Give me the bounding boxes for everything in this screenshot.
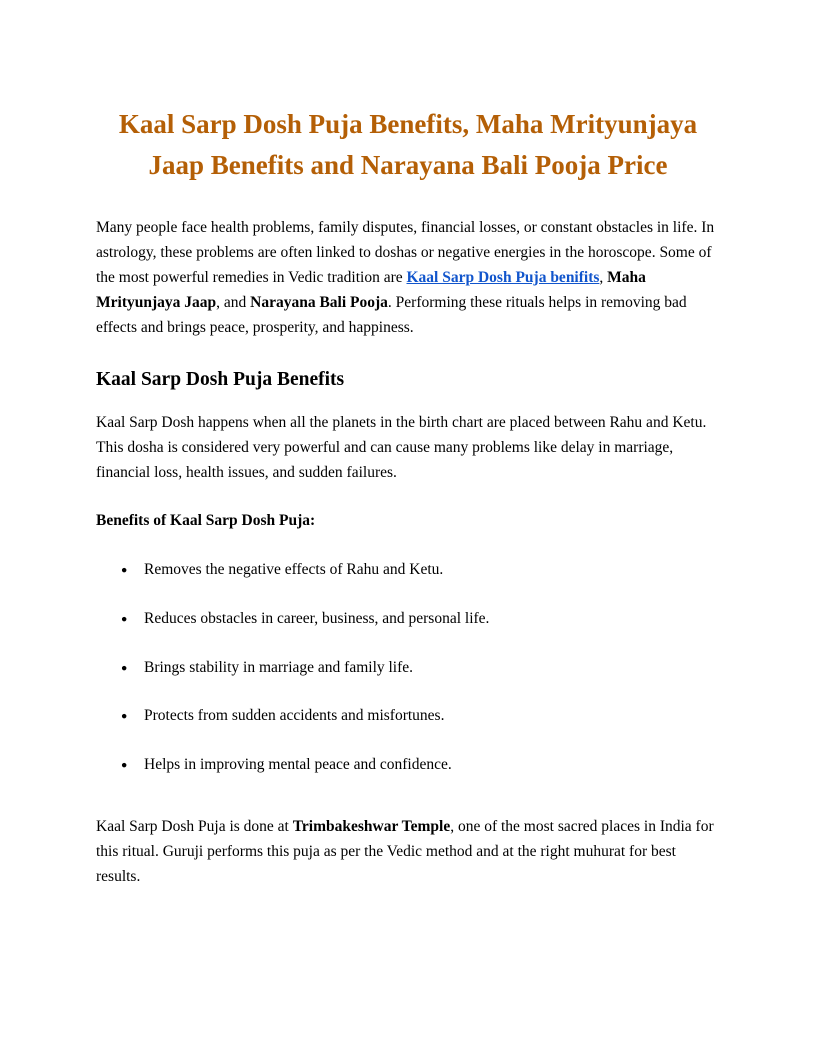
closing-text-2: , one of the most sacred places in India for this ritual. Guruji performs this puja as per the Vedic method and at the right muhurat for best results. xyxy=(96,818,714,886)
intro-bold-narayana-bali: Narayana Bali Pooja xyxy=(250,294,388,312)
intro-paragraph xyxy=(96,215,720,341)
bullet-item: ● Reduces obstacles in career, business, and personal life. xyxy=(96,607,720,632)
benefits-bullet-list xyxy=(96,558,720,778)
benefits-subheading: Benefits of Kaal Sarp Dosh Puja: xyxy=(96,512,316,530)
intro-text-2: , xyxy=(599,269,608,287)
intro-bold-maha-mrityunjaya: Maha Mrityunjaya Jaap xyxy=(96,269,646,312)
intro-text-3: , and xyxy=(216,294,251,312)
closing-paragraph xyxy=(96,814,720,889)
bullet-item: ● Protects from sudden accidents and misfortunes. xyxy=(96,704,720,729)
bullet-item: ● Brings stability in marriage and family life. xyxy=(96,656,720,681)
closing-text-1: Kaal Sarp Dosh Puja is done at xyxy=(96,818,293,835)
closing-bold-trimbakeshwar: Trimbakeshwar Temple xyxy=(292,818,451,835)
kaal-sarp-puja-link[interactable]: Kaal Sarp Dosh Puja benifits xyxy=(406,269,600,287)
intro-text-1: Many people face health problems, family disputes, financial losses, or constant obstacles in life. In astrology, these problems are often linked to doshas or negative energies in the horoscope. Some of the most powerful remedies in Vedic tradition are xyxy=(96,219,715,287)
intro-text-4: . Performing these rituals helps in removing bad effects and brings peace, prosperity, and happiness. xyxy=(96,294,687,337)
document-title: Kaal Sarp Dosh Puja Benefits, Maha Mrityunjaya Jaap Benefits and Narayana Bali Pooja Price xyxy=(118,109,698,180)
section-heading-kaal-sarp-benefits: Kaal Sarp Dosh Puja Benefits xyxy=(96,368,345,390)
bullet-item: ● Removes the negative effects of Rahu and Ketu. xyxy=(96,558,720,583)
section-intro-paragraph: Kaal Sarp Dosh happens when all the planets in the birth chart are placed between Rahu and Ketu. This dosha is considered very powerful and can cause many problems like delay in marriage, financial loss, health issues, and sudden failures. xyxy=(96,413,707,482)
bullet-item: ● Helps in improving mental peace and confidence. xyxy=(96,753,720,778)
